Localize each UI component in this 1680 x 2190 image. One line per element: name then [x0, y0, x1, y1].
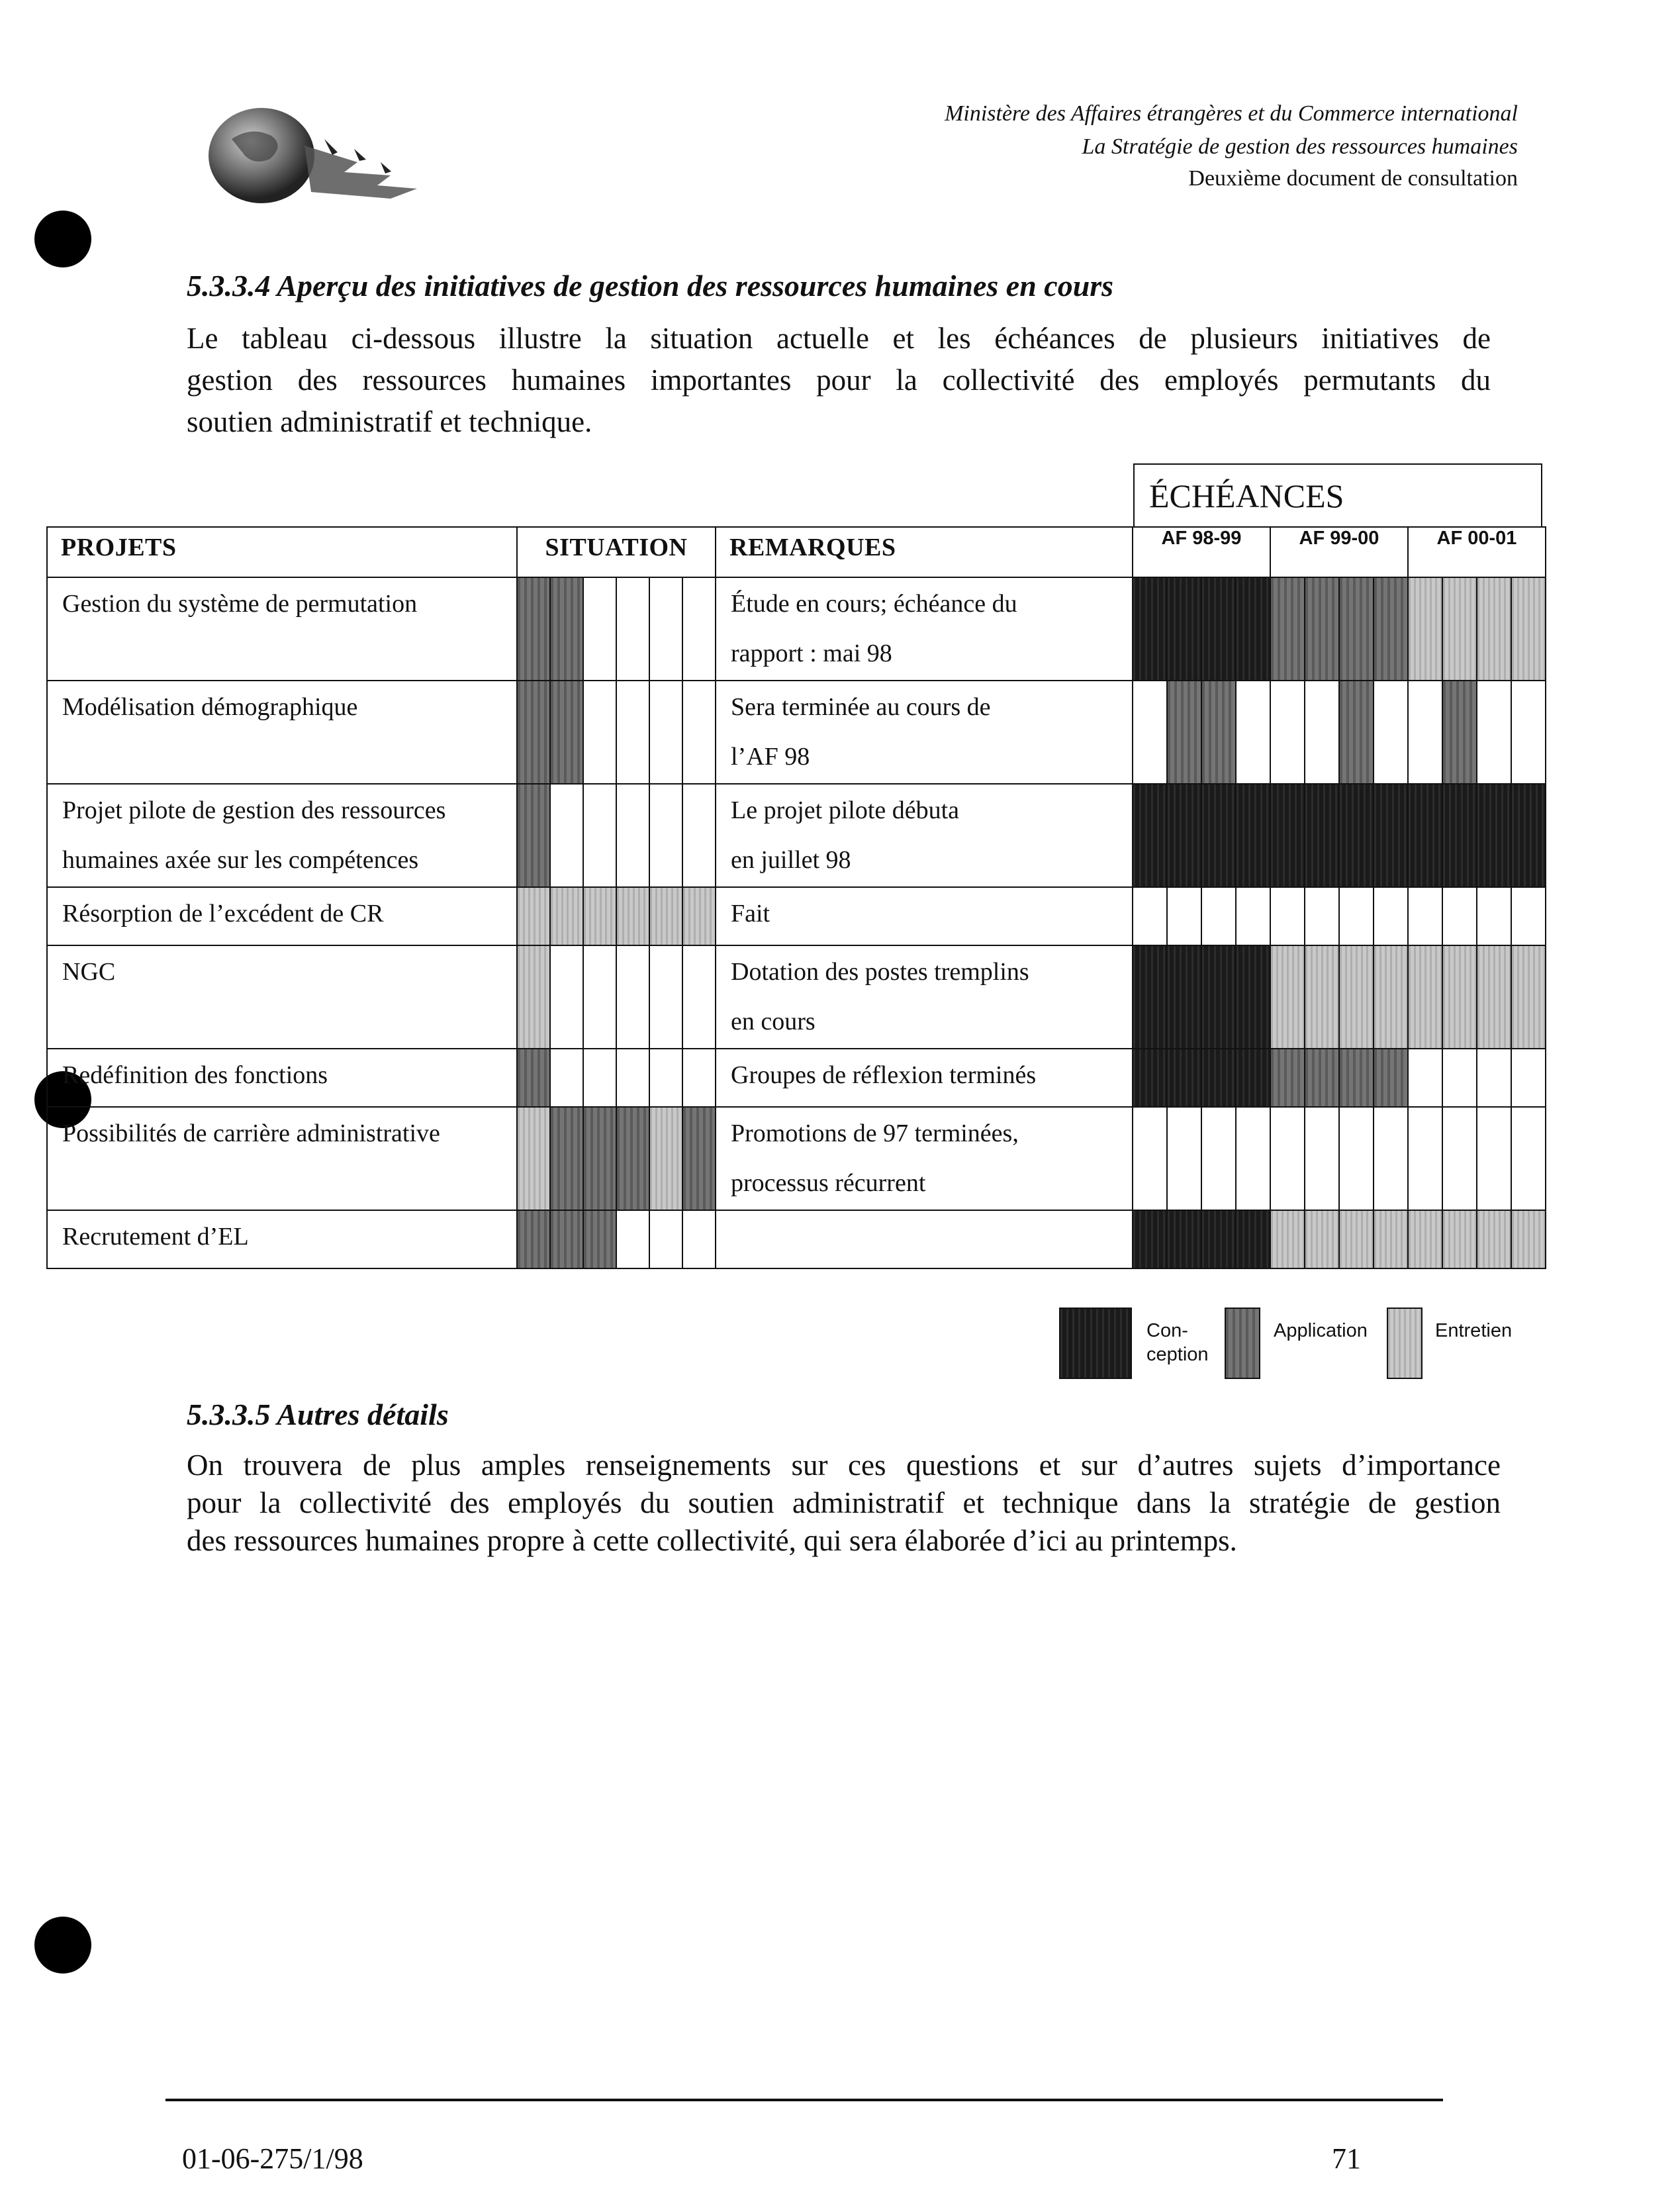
project-name-line: Gestion du système de permutation: [62, 590, 418, 618]
timeline-cell: [1201, 1210, 1236, 1268]
timeline-cell: [1408, 681, 1442, 784]
project-name-line: NGC: [62, 958, 116, 986]
timeline-cell: [1133, 887, 1167, 945]
situation-cell: [550, 681, 583, 784]
remark-line: Le projet pilote débuta: [731, 796, 960, 824]
project-name: [47, 945, 517, 1049]
timeline-cell: [1236, 1049, 1270, 1107]
timeline-cell: [1339, 1049, 1374, 1107]
timeline-cell: [1477, 1049, 1511, 1107]
project-name-line: Projet pilote de gestion des ressources: [62, 796, 446, 824]
remark: [716, 1107, 1133, 1210]
remark-line: en cours: [731, 1008, 816, 1035]
table-row: [47, 681, 1546, 784]
timeline-cell: [1167, 681, 1201, 784]
timeline-cell: [1236, 887, 1270, 945]
situation-cell: [682, 784, 716, 887]
table-row: [47, 887, 1546, 945]
timeline-cell: [1305, 1107, 1339, 1210]
table-row: [47, 1049, 1546, 1107]
table-row: [47, 945, 1546, 1049]
situation-cell: [682, 681, 716, 784]
project-name: [47, 681, 517, 784]
timeline-cell: [1305, 577, 1339, 681]
situation-cell: [583, 681, 616, 784]
situation-cell: [550, 1210, 583, 1268]
timeline-cell: [1305, 945, 1339, 1049]
situation-cell: [583, 1210, 616, 1268]
timeline-cell: [1442, 945, 1477, 1049]
timeline-cell: [1511, 1107, 1546, 1210]
situation-cell: [682, 945, 716, 1049]
remark-line: processus récurrent: [731, 1169, 926, 1197]
situation-cell: [517, 887, 550, 945]
remark-line: en juillet 98: [731, 846, 851, 874]
timeline-cell: [1236, 945, 1270, 1049]
legend-swatch-conception: [1059, 1308, 1132, 1379]
situation-cell: [583, 1107, 616, 1210]
project-name: [47, 784, 517, 887]
remark: [716, 681, 1133, 784]
situation-cell: [517, 945, 550, 1049]
timeline-cell: [1167, 1210, 1201, 1268]
footer-page-number: 71: [1332, 2142, 1361, 2175]
situation-cell: [550, 945, 583, 1049]
timeline-cell: [1408, 1107, 1442, 1210]
table-row: [47, 784, 1546, 887]
timeline-cell: [1201, 1049, 1236, 1107]
ministry-logo: [192, 99, 443, 212]
situation-cell: [616, 1049, 649, 1107]
timeline-cell: [1270, 784, 1305, 887]
timeline-cell: [1477, 887, 1511, 945]
situation-cell: [616, 1210, 649, 1268]
timeline-cell: [1442, 1049, 1477, 1107]
situation-cell: [550, 1107, 583, 1210]
timeline-cell: [1201, 1107, 1236, 1210]
situation-cell: [649, 577, 682, 681]
project-name: [47, 1049, 517, 1107]
col-header-fy: AF 00-01: [1408, 527, 1546, 577]
timeline-cell: [1477, 945, 1511, 1049]
timeline-cell: [1305, 784, 1339, 887]
project-name: [47, 1107, 517, 1210]
col-header-situation: SITUATION: [517, 527, 716, 577]
echeances-header: ÉCHÉANCES: [1133, 463, 1542, 526]
timeline-cell: [1339, 784, 1374, 887]
project-name-line: Possibilités de carrière administrative: [62, 1119, 440, 1147]
timeline-cell: [1236, 784, 1270, 887]
situation-cell: [583, 577, 616, 681]
footer-doc-number: 01-06-275/1/98: [182, 2142, 363, 2175]
timeline-cell: [1201, 945, 1236, 1049]
timeline-cell: [1408, 1049, 1442, 1107]
timeline-cell: [1201, 681, 1236, 784]
punch-hole: [34, 1917, 91, 1974]
timeline-cell: [1477, 1107, 1511, 1210]
legend-label-application: Application: [1274, 1320, 1368, 1341]
timeline-cell: [1408, 945, 1442, 1049]
remark: [716, 784, 1133, 887]
timeline-cell: [1374, 1049, 1408, 1107]
remark-line: Promotions de 97 terminées,: [731, 1119, 1019, 1147]
timeline-cell: [1167, 1107, 1201, 1210]
situation-cell: [649, 784, 682, 887]
header-ministry: Ministère des Affaires étrangères et du Commerce international: [945, 101, 1518, 126]
timeline-cell: [1167, 784, 1201, 887]
situation-cell: [550, 577, 583, 681]
timeline-cell: [1511, 784, 1546, 887]
timeline-cell: [1442, 681, 1477, 784]
timeline-cell: [1305, 1049, 1339, 1107]
timeline-cell: [1133, 1107, 1167, 1210]
timeline-cell: [1133, 681, 1167, 784]
timeline-cell: [1270, 577, 1305, 681]
remark-line: rapport : mai 98: [731, 640, 892, 667]
table-row: [47, 577, 1546, 681]
timeline-cell: [1167, 1049, 1201, 1107]
remark-line: l’AF 98: [731, 743, 810, 771]
timeline-cell: [1339, 1210, 1374, 1268]
timeline-cell: [1201, 577, 1236, 681]
timeline-cell: [1442, 577, 1477, 681]
timeline-cell: [1270, 681, 1305, 784]
remark: [716, 887, 1133, 945]
col-header-remarques: REMARQUES: [716, 527, 1133, 577]
timeline-cell: [1511, 945, 1546, 1049]
paragraph-line: On trouvera de plus amples renseignements sur ces questions et sur d’autres sujets d’importance: [187, 1449, 1501, 1482]
situation-cell: [649, 1210, 682, 1268]
situation-cell: [583, 1049, 616, 1107]
legend-label-entretien: Entretien: [1435, 1320, 1513, 1341]
punch-hole: [34, 211, 91, 267]
situation-cell: [649, 1049, 682, 1107]
situation-cell: [616, 681, 649, 784]
timeline-cell: [1201, 784, 1236, 887]
project-name-line: Redéfinition des fonctions: [62, 1061, 328, 1089]
timeline-cell: [1270, 887, 1305, 945]
section-heading: 5.3.3.5 Autres détails: [187, 1398, 449, 1431]
project-name: [47, 887, 517, 945]
header-strategy: La Stratégie de gestion des ressources humaines: [1082, 134, 1518, 159]
situation-cell: [583, 887, 616, 945]
timeline-cell: [1236, 577, 1270, 681]
timeline-cell: [1270, 1049, 1305, 1107]
timeline-cell: [1374, 945, 1408, 1049]
situation-cell: [517, 1107, 550, 1210]
situation-cell: [550, 784, 583, 887]
table-row: [47, 1107, 1546, 1210]
timeline-cell: [1270, 1210, 1305, 1268]
footer-rule: [165, 2099, 1443, 2101]
situation-cell: [682, 1107, 716, 1210]
timeline-cell: [1236, 1107, 1270, 1210]
project-name-line: humaines axée sur les compétences: [62, 846, 419, 874]
timeline-cell: [1374, 1107, 1408, 1210]
timeline-cell: [1477, 1210, 1511, 1268]
situation-cell: [517, 577, 550, 681]
timeline-cell: [1339, 681, 1374, 784]
timeline-cell: [1442, 1210, 1477, 1268]
legend-label-line: Con-: [1146, 1320, 1188, 1341]
timeline-cell: [1374, 1210, 1408, 1268]
timeline-cell: [1167, 577, 1201, 681]
timeline-cell: [1133, 784, 1167, 887]
timeline-cell: [1477, 577, 1511, 681]
header-document: Deuxième document de consultation: [1188, 166, 1518, 191]
project-name: [47, 1210, 517, 1268]
paragraph-line: des ressources humaines propre à cette collectivité, qui sera élaborée d’ici au printemps.: [187, 1524, 1237, 1557]
timeline-cell: [1270, 1107, 1305, 1210]
timeline-cell: [1511, 577, 1546, 681]
timeline-cell: [1408, 887, 1442, 945]
timeline-cell: [1305, 887, 1339, 945]
section-paragraph: [187, 318, 1491, 443]
timeline-cell: [1374, 681, 1408, 784]
timeline-cell: [1167, 945, 1201, 1049]
timeline-cell: [1374, 887, 1408, 945]
timeline-cell: [1511, 887, 1546, 945]
situation-cell: [682, 1210, 716, 1268]
timeline-cell: [1511, 681, 1546, 784]
situation-cell: [616, 784, 649, 887]
situation-cell: [583, 945, 616, 1049]
timeline-cell: [1236, 1210, 1270, 1268]
timeline-cell: [1511, 1049, 1546, 1107]
situation-cell: [517, 784, 550, 887]
situation-cell: [682, 577, 716, 681]
timeline-cell: [1270, 945, 1305, 1049]
project-name: [47, 577, 517, 681]
timeline-cell: [1442, 784, 1477, 887]
situation-cell: [517, 1049, 550, 1107]
timeline-cell: [1305, 681, 1339, 784]
timeline-cell: [1339, 945, 1374, 1049]
legend-label-conception: [1146, 1319, 1209, 1366]
timeline-cell: [1201, 887, 1236, 945]
table-header-row: [47, 527, 1546, 577]
section-paragraph: [187, 1447, 1501, 1560]
situation-cell: [649, 887, 682, 945]
situation-cell: [649, 1107, 682, 1210]
remark-line: Étude en cours; échéance du: [731, 590, 1017, 618]
col-header-fy: AF 99-00: [1270, 527, 1408, 577]
paragraph-line: pour la collectivité des employés du soutien administratif et technique dans la stratégie de gestion: [187, 1486, 1501, 1519]
table-row: [47, 1210, 1546, 1268]
remark-line: Dotation des postes tremplins: [731, 958, 1029, 986]
project-name-line: Résorption de l’excédent de CR: [62, 900, 384, 928]
initiatives-table: [46, 526, 1546, 1269]
paragraph-line: gestion des ressources humaines importantes pour la collectivité des employés permutants du: [187, 363, 1491, 397]
timeline-cell: [1442, 1107, 1477, 1210]
col-header-fy: AF 98-99: [1133, 527, 1270, 577]
situation-cell: [682, 887, 716, 945]
timeline-cell: [1133, 577, 1167, 681]
timeline-cell: [1167, 887, 1201, 945]
timeline-cell: [1408, 577, 1442, 681]
timeline-cell: [1374, 577, 1408, 681]
legend-swatch-entretien: [1387, 1308, 1423, 1379]
timeline-cell: [1339, 577, 1374, 681]
timeline-cell: [1511, 1210, 1546, 1268]
situation-cell: [616, 945, 649, 1049]
remark: [716, 1210, 1133, 1268]
timeline-cell: [1305, 1210, 1339, 1268]
situation-cell: [616, 1107, 649, 1210]
project-name-line: Recrutement d’EL: [62, 1223, 249, 1251]
situation-cell: [682, 1049, 716, 1107]
situation-cell: [583, 784, 616, 887]
paragraph-line: soutien administratif et technique.: [187, 405, 592, 438]
situation-cell: [616, 577, 649, 681]
timeline-cell: [1133, 945, 1167, 1049]
timeline-cell: [1236, 681, 1270, 784]
remark-line: Groupes de réflexion terminés: [731, 1061, 1037, 1089]
timeline-cell: [1374, 784, 1408, 887]
timeline-cell: [1442, 887, 1477, 945]
situation-cell: [550, 887, 583, 945]
situation-cell: [616, 887, 649, 945]
remark: [716, 577, 1133, 681]
timeline-cell: [1133, 1210, 1167, 1268]
col-header-projets: PROJETS: [47, 527, 517, 577]
situation-cell: [649, 681, 682, 784]
project-name-line: Modélisation démographique: [62, 693, 358, 721]
timeline-cell: [1408, 784, 1442, 887]
remark-line: Fait: [731, 900, 770, 928]
timeline-cell: [1477, 784, 1511, 887]
remark: [716, 945, 1133, 1049]
timeline-cell: [1339, 887, 1374, 945]
timeline-cell: [1408, 1210, 1442, 1268]
situation-cell: [550, 1049, 583, 1107]
remark: [716, 1049, 1133, 1107]
legend-swatch-application: [1225, 1308, 1260, 1379]
timeline-cell: [1339, 1107, 1374, 1210]
situation-cell: [517, 681, 550, 784]
situation-cell: [517, 1210, 550, 1268]
paragraph-line: Le tableau ci-dessous illustre la situation actuelle et les échéances de plusieurs initiatives de: [187, 322, 1491, 355]
remark-line: Sera terminée au cours de: [731, 693, 991, 721]
section-heading: 5.3.3.4 Aperçu des initiatives de gestion des ressources humaines en cours: [187, 269, 1114, 303]
situation-cell: [649, 945, 682, 1049]
timeline-cell: [1133, 1049, 1167, 1107]
legend-label-line: ception: [1146, 1344, 1209, 1365]
timeline-cell: [1477, 681, 1511, 784]
